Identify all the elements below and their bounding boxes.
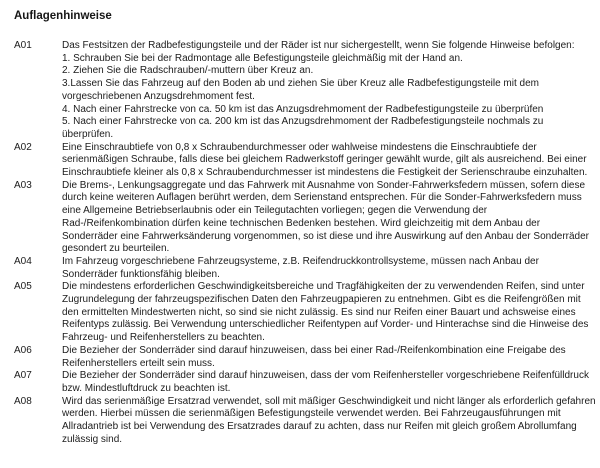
items-list xyxy=(14,40,597,447)
hint-code: A06 xyxy=(14,344,32,356)
hint-item xyxy=(14,180,597,256)
hint-code: A07 xyxy=(14,370,32,382)
hint-paragraph: Wird das serienmäßige Ersatzrad verwendet, soll mit mäßiger Geschwindigkeit und nicht länger als erforderlich gefahren werden. Hierbei müssen die serienmäßigen Befestigungsteile verwendet werden. Bei Fahrzeugausführungen mit Allradantrieb ist bei Verwendung des Ersatzrades darauf zu achten, dass nur Reifen mit gleich großem Abrollumfang zulässig sind. xyxy=(62,395,596,445)
hint-item xyxy=(14,345,597,370)
hint-paragraph: 2. Ziehen Sie die Radschrauben/-muttern über Kreuz an. xyxy=(62,65,314,77)
hint-item xyxy=(14,256,597,281)
hint-item xyxy=(14,370,597,395)
hint-paragraph: 3.Lassen Sie das Fahrzeug auf den Boden ab und ziehen Sie über Kreuz alle Radbefestigungsteile mit dem vorgeschriebenen Anzugsdrehmoment fest. xyxy=(62,78,539,102)
hint-code: A08 xyxy=(14,395,32,407)
hint-paragraph: 1. Schrauben Sie bei der Radmontage alle Befestigungsteile gleichmäßig mit der Hand an. xyxy=(62,52,463,64)
hint-paragraph: 5. Nach einer Fahrstrecke von ca. 200 km ist das Anzugsdrehmoment der Radbefestigungsteile nochmals zu überprüfen. xyxy=(62,116,544,140)
hint-item xyxy=(14,40,597,142)
hint-paragraph: Eine Einschraubtiefe von 0,8 x Schraubendurchmesser oder wahlweise mindestens die Einschraubtiefe der serienmäßigen Schraube, falls diese bei gleichem Radwerkstoff geringer gewählt wurde, gilt als ausreichend. Bei einer Einschraubtiefe kleiner als 0,8 x Schraubendurchmesser ist mindestens die Festigkeit der Serienschraube einzuhalten. xyxy=(62,141,588,179)
hint-code: A04 xyxy=(14,255,32,267)
hint-item xyxy=(14,396,597,447)
hint-text xyxy=(62,345,597,370)
hint-item xyxy=(14,281,597,345)
hint-paragraph: Die Bezieher der Sonderräder sind darauf hinzuweisen, dass der vom Reifenhersteller vorgeschriebene Reifenfülldruck bzw. Mindestluftdruck zu beachten ist. xyxy=(62,370,589,394)
hint-text xyxy=(62,142,597,180)
hint-code: A01 xyxy=(14,40,32,51)
hint-code: A02 xyxy=(14,141,32,153)
hint-paragraph: Das Festsitzen der Radbefestigungsteile und der Räder ist nur sichergestellt, wenn Sie folgende Hinweise befolgen: xyxy=(62,40,575,51)
hint-paragraph: 4. Nach einer Fahrstrecke von ca. 50 km ist das Anzugsdrehmoment der Radbefestigungsteile zu überprüfen xyxy=(62,103,544,115)
hint-text xyxy=(62,180,597,256)
hint-text xyxy=(62,281,597,345)
hint-paragraph: Die mindestens erforderlichen Geschwindigkeitsbereiche und Tragfähigkeiten der zu verwendenden Reifen, sind unter Zugrundelegung der fahrzeugspezifischen Daten den Fahrzeugpapieren zu entnehmen. Gibt es die Reifengrößen mit den ermittelten Mindestwerten nicht, so sind sie nicht zulässig. Es sind nur Reifen einer Bauart und achsweise eines Reifentyps zulässig. Bei Verwendung unterschiedlicher Reifentypen auf Vorder- und Hinterachse sind die Hinweise des Fahrzeug- und Reifenherstellers zu beachten. xyxy=(62,281,589,344)
hint-code: A05 xyxy=(14,281,32,293)
hint-text xyxy=(62,40,597,142)
hint-text xyxy=(62,256,597,281)
hint-paragraph: Die Brems-, Lenkungsaggregate und das Fahrwerk mit Ausnahme von Sonder-Fahrwerksfedern müssen, sofern diese durch keine weiteren Auflagen berührt werden, dem Serienstand entsprechen. Für die Sonder-Fahrwerksfedern muss eine Allgemeine Betriebserlaubnis oder ein Teilegutachten vorliegen; gegen die Verwendung der Rad-/Reifenkombination dürfen keine technischen Bedenken bestehen. Wird gleichzeitig mit dem Anbau der Sonderräder eine Fahrwerksänderung vorgenommen, so ist diese und ihre Auswirkung auf den Anbau der Sonderräder gesondert zu beurteilen. xyxy=(62,179,589,255)
hint-item xyxy=(14,142,597,180)
hint-paragraph: Im Fahrzeug vorgeschriebene Fahrzeugsysteme, z.B. Reifendruckkontrollsysteme, müssen nach Anbau der Sonderräder funktionsfähig bleiben. xyxy=(62,255,539,280)
hint-text xyxy=(62,396,597,447)
hint-code: A03 xyxy=(14,179,32,191)
page-title: Auflagenhinweise xyxy=(14,10,112,22)
hint-paragraph: Die Bezieher der Sonderräder sind darauf hinzuweisen, dass bei einer Rad-/Reifenkombination eine Freigabe des Reifenherstellers erteilt sein muss. xyxy=(62,344,566,369)
hint-text xyxy=(62,370,597,395)
